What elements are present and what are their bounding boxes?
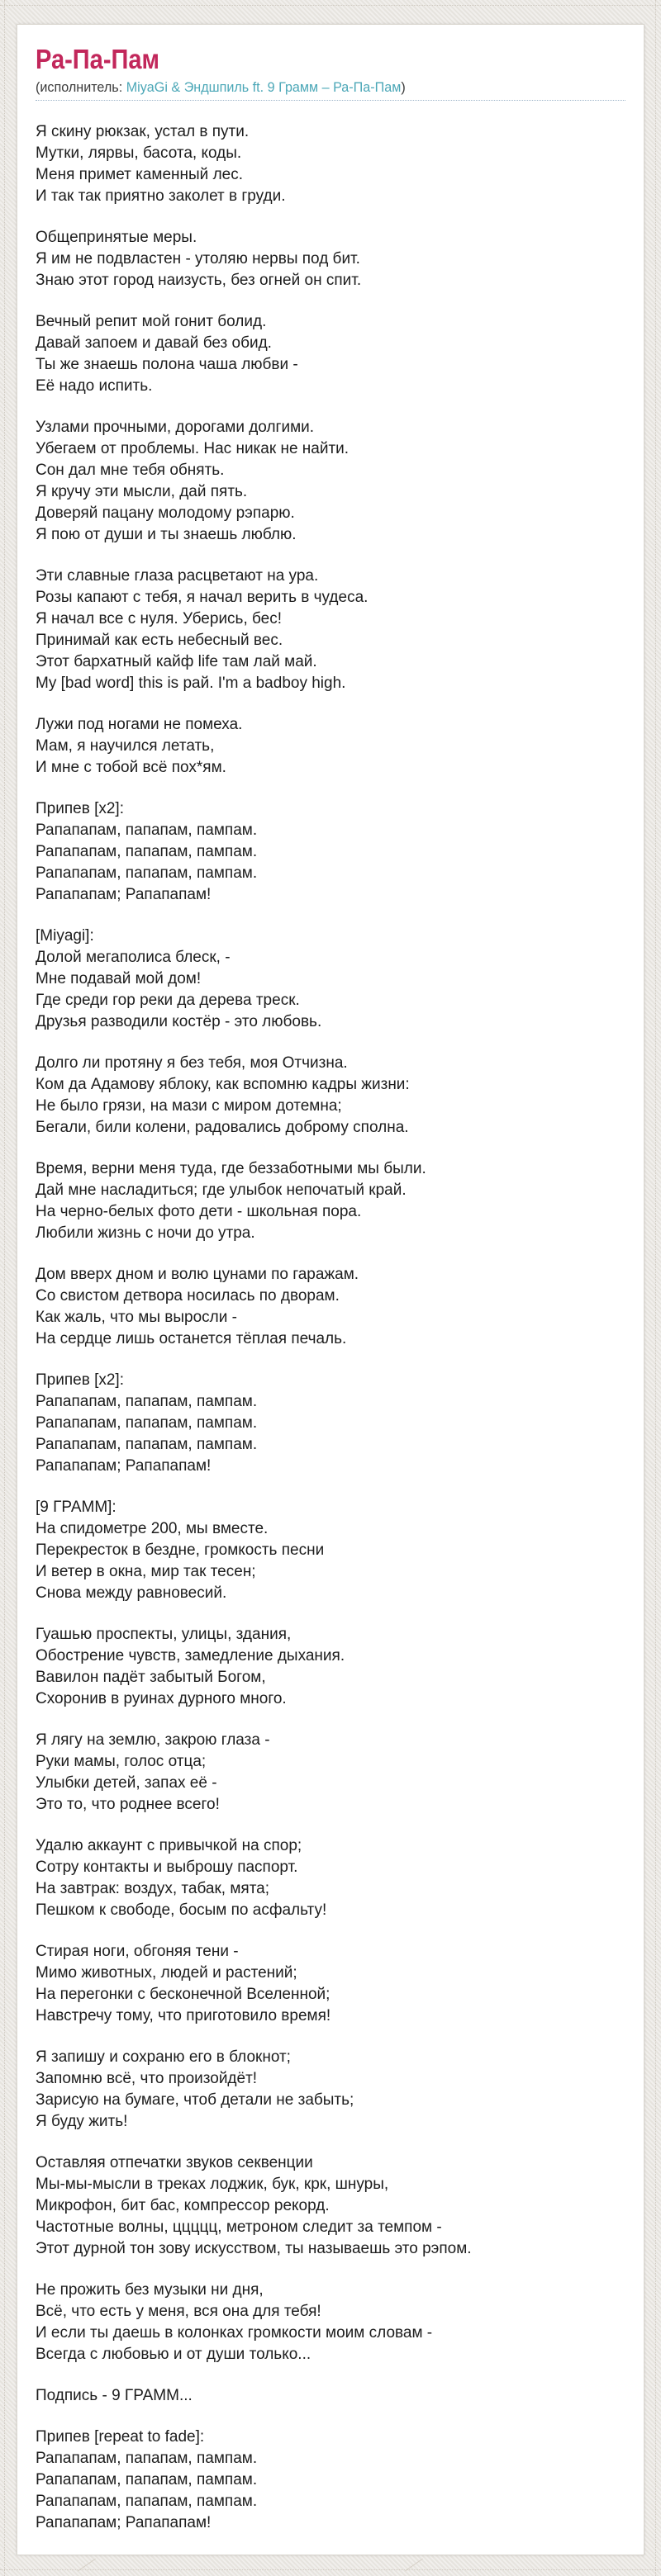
stanza: Стирая ноги, обгоняя тени - Мимо животных, людей и растений; На перегонки с бесконечной Вселенной; Навстречу тому, что приготовило время!: [36, 1943, 331, 2024]
stanza: Время, верни меня туда, где беззаботными мы были. Дай мне насладиться; где улыбок непочатый край. На черно-белых фото дети - школьная пора. Любили жизнь с ночи до утра.: [36, 1160, 426, 1242]
lyrics: [36, 121, 625, 2534]
dotted-separator: [36, 100, 625, 101]
stanza: Оставляя отпечатки звуков секвенции Мы-мы-мысли в треках лоджик, бук, крк, шнуры, Микрофон, бит бас, компрессор рекорд. Частотные волны, ццццц, метроном следит за темпом - Этот дурной тон зову искусством, ты называешь это рэпом.: [36, 2154, 472, 2257]
stanza: Долго ли протяну я без тебя, моя Отчизна. Ком да Адамову яблоку, как вспомню кадры жизни: Не было грязи, на мази с миром дотемна; Бегали, били колени, радовались доброму сполна.: [36, 1054, 410, 1136]
stanza: Лужи под ногами не помеха. Мам, я научился летать, И мне с тобой всё пох*ям.: [36, 716, 243, 776]
stanza: Не прожить без музыки ни дня, Всё, что есть у меня, вся она для тебя! И если ты даешь в колонках громкости моим словам - Всегда с любовью и от души только...: [36, 2281, 433, 2363]
texture-seam-right: [655, 0, 656, 2576]
stanza: [Miyagi]: Долой мегаполиса блеск, - Мне подавай мой дом! Где среди гор реки да дерева треск. Друзья разводили костёр - это любовь.: [36, 927, 322, 1030]
texture-seam-bottom: [0, 2569, 661, 2570]
texture-seam-top: [0, 5, 661, 6]
stanza: Вечный репит мой гонит болид. Давай запоем и давай без обид. Ты же знаешь полона чаша любви - Её надо испить.: [36, 313, 298, 395]
artist-link[interactable]: MiyaGi & Эндшпиль ft. 9 Грамм – Ра-Па-Пам: [126, 79, 402, 95]
stanza: Я скину рюкзак, устал в пути. Мутки, лярвы, басота, коды. Меня примет каменный лес. И так так приятно заколет в груди.: [36, 123, 286, 205]
performer-close-paren: ): [401, 79, 406, 95]
lyrics-card: [17, 24, 644, 2555]
stanza: Припев [x2]: Рапапапам, папапам, пампам. Рапапапам, папапам, пампам. Рапапапам, папапам, пампам. Рапапапам; Рапапапам!: [36, 1371, 258, 1475]
stanza: Припев [repeat to fade]: Рапапапам, папапам, пампам. Рапапапам, папапам, пампам. Рапапапам, папапам, пампам. Рапапапам; Рапапапам!: [36, 2428, 258, 2531]
stanza: Общепринятые меры. Я им не подвластен - утоляю нервы под бит. Знаю этот город наизусть, без огней он спит.: [36, 229, 362, 289]
stanza: Припев [x2]: Рапапапам, папапам, пампам. Рапапапам, папапам, пампам. Рапапапам, папапам, пампам. Рапапапам; Рапапапам!: [36, 800, 258, 903]
stanza: Эти славные глаза расцветают на ура. Розы капают с тебя, я начал верить в чудеса. Я начал все с нуля. Уберись, бес! Принимай как есть небесный вес. Этот бархатный кайф life там лай май. My [bad word] this is рай. I'm a badboy high.: [36, 567, 369, 692]
stanza: Я лягу на землю, закрою глаза - Руки мамы, голос отца; Улыбки детей, запах её - Это то, что роднее всего!: [36, 1731, 270, 1813]
stanza: Я запишу и сохраню его в блокнот; Запомню всё, что произойдёт! Зарисую на бумаге, чтоб детали не забыть; Я буду жить!: [36, 2048, 354, 2130]
stanza: Подпись - 9 ГРАММ...: [36, 2387, 193, 2404]
texture-seam-left: [4, 0, 5, 2576]
stanza: Гуашью проспекты, улицы, здания, Обострение чувств, замедление дыхания. Вавилон падёт забытый Богом, Схоронив в руинах дурного много.: [36, 1626, 345, 1707]
stanza: [9 ГРАММ]: На спидометре 200, мы вместе. Перекресток в бездне, громкость песни И ветер в окна, мир так тесен; Снова между равновесий.: [36, 1499, 325, 1602]
stanza: Узлами прочными, дорогами долгими. Убегаем от проблемы. Нас никак не найти. Сон дал мне тебя обнять. Я кручу эти мысли, дай пять. Доверяй пацану молодому рэпарю. Я пою от души и ты знаешь люблю.: [36, 419, 350, 543]
song-title: Ра-Па-Пам: [36, 44, 160, 74]
performer-label: (исполнитель:: [36, 79, 126, 95]
stanza: Дом вверх дном и волю цунами по гаражам. Со свистом детвора носилась по дворам. Как жаль, что мы выросли - На сердце лишь останется тёплая печаль.: [36, 1266, 359, 1347]
stanza: Удалю аккаунт с привычкой на спор; Сотру контакты и выброшу паспорт. На завтрак: воздух, табак, мята; Пешком к свободе, босым по асфальту!: [36, 1837, 327, 1919]
performer-line: [36, 79, 596, 96]
